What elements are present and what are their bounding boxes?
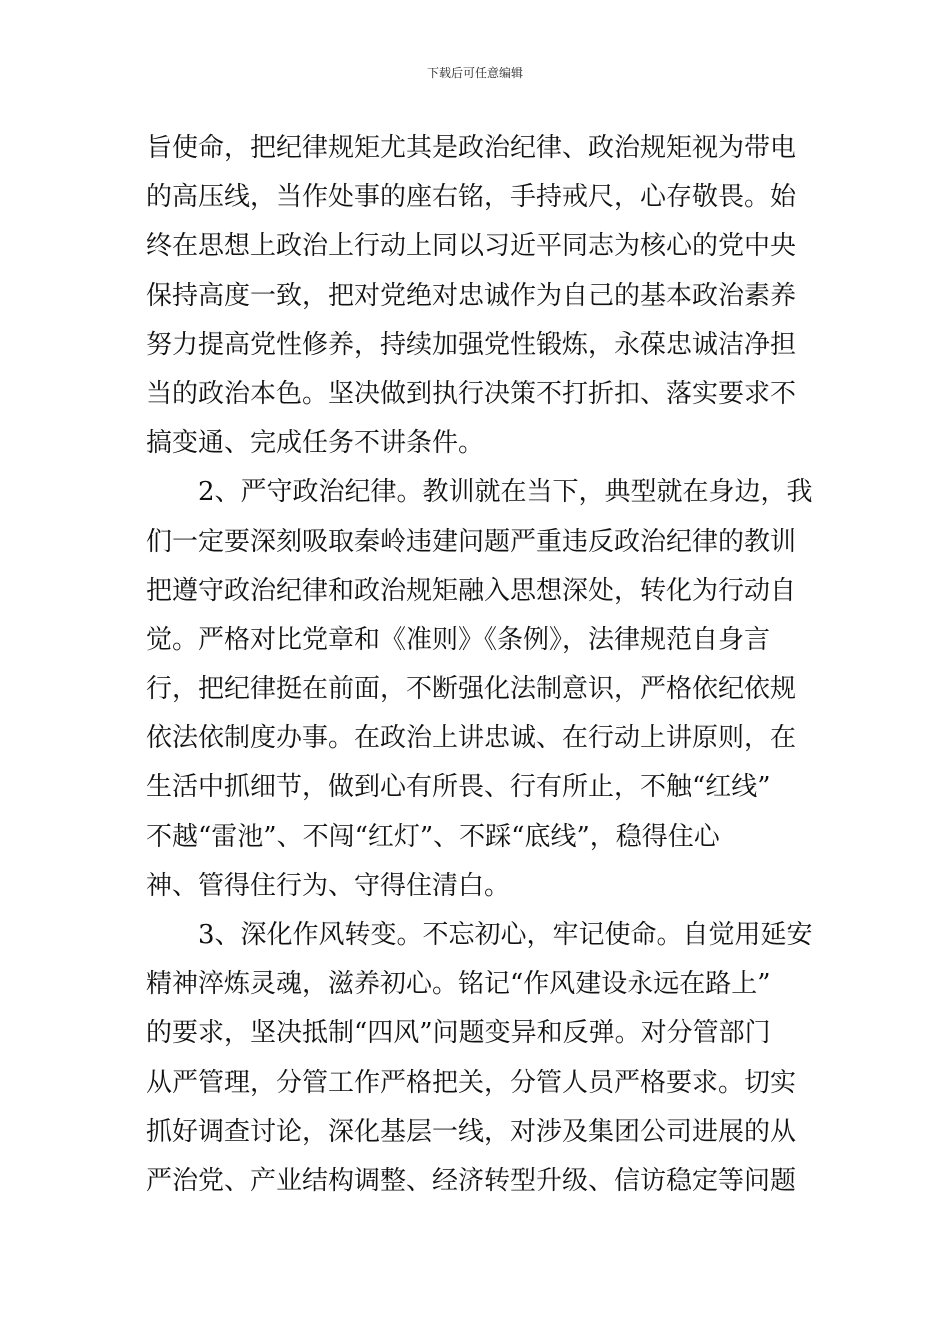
text-line: 精神淬炼灵魂，滋养初心。铭记“作风建设永远在路上” — [146, 969, 771, 1000]
text-line: 们一定要深刻吸取秦岭违建问题严重违反政治纪律的教训 — [146, 526, 797, 557]
page-header-note: 下载后可任意编辑 — [426, 66, 523, 80]
text-line: 依法依制度办事。在政治上讲忠诚、在行动上讲原则，在 — [146, 723, 797, 754]
text-line: 生活中抓细节，做到心有所畏、行有所止，不触“红线” — [146, 772, 771, 803]
text-line: 终在思想上政治上行动上同以习近平同志为核心的党中央 — [146, 231, 797, 262]
text-line: 努力提高党性修养，持续加强党性锻炼，永葆忠诚洁净担 — [146, 329, 797, 360]
paragraph-first-line: 3、深化作风转变。不忘初心，牢记使命。自觉用延安 — [198, 920, 813, 950]
document-body — [146, 124, 813, 1206]
text-line: 旨使命，把纪律规矩尤其是政治纪律、政治规矩视为带电 — [146, 133, 797, 163]
paragraph-2 — [146, 468, 813, 911]
text-line: 不越“雷池”、不闯“红灯”、不踩“底线”，稳得住心 — [146, 821, 720, 852]
text-line: 严治党、产业结构调整、经济转型升级、信访稳定等问题 — [146, 1165, 797, 1196]
text-line: 觉。严格对比党章和《准则》《条例》，法律规范自身言 — [146, 624, 771, 655]
text-line: 行，把纪律挺在前面，不断强化法制意识，严格依纪依规 — [146, 674, 797, 705]
text-line: 的要求，坚决抵制“四风”问题变异和反弹。对分管部门 — [146, 1018, 771, 1049]
text-line: 保持高度一致，把对党绝对忠诚作为自己的基本政治素养 — [146, 280, 797, 311]
text-line: 的高压线，当作处事的座右铭，手持戒尺，心存敬畏。始 — [146, 182, 797, 213]
paragraph-3 — [146, 911, 813, 1206]
text-line: 当的政治本色。坚决做到执行决策不打折扣、落实要求不 — [146, 378, 797, 409]
paragraph-1 — [146, 124, 806, 468]
paragraph-first-line: 2、严守政治纪律。教训就在当下，典型就在身边，我 — [198, 477, 813, 508]
text-line: 神、管得住行为、守得住清白。 — [146, 870, 511, 901]
text-line: 从严管理，分管工作严格把关，分管人员严格要求。切实 — [146, 1067, 797, 1098]
text-line: 抓好调查讨论，深化基层一线，对涉及集团公司进展的从 — [146, 1116, 797, 1147]
text-line: 把遵守政治纪律和政治规矩融入思想深处，转化为行动自 — [146, 575, 797, 606]
text-line: 搞变通、完成任务不讲条件。 — [146, 428, 485, 459]
